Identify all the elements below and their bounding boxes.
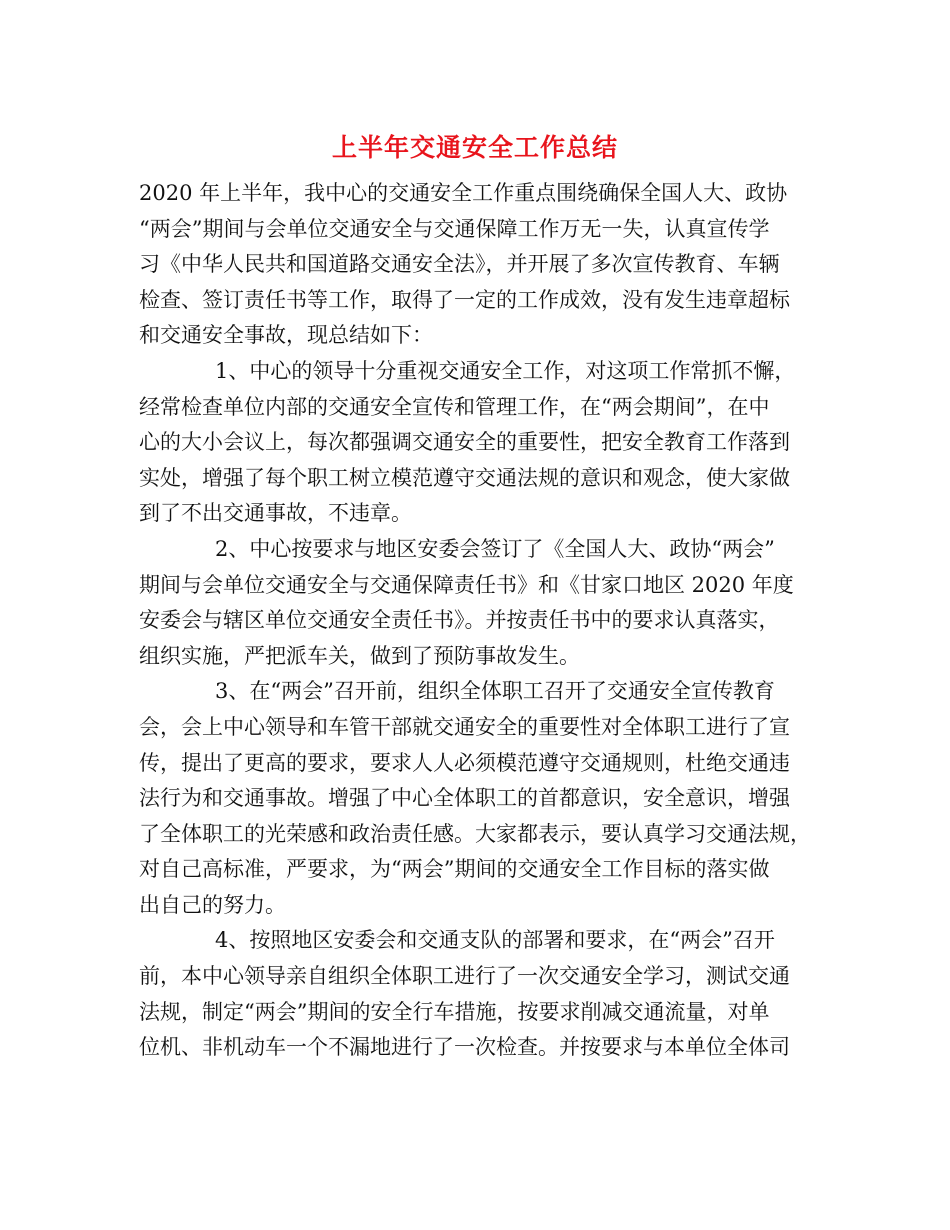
paragraph-line: 心的大小会议上，每次都强调交通安全的重要性，把安全教育工作落到 [139,430,790,455]
paragraph-line: 检查、签订责任书等工作，取得了一定的工作成效，没有发生违章超标 [139,287,790,312]
paragraph-line: 到了不出交通事故，不违章。 [139,501,412,526]
paragraph-line: 法规，制定“两会”期间的安全行车措施，按要求削减交通流量，对单 [139,999,770,1024]
paragraph-2 [139,354,824,532]
document-body [139,176,824,1066]
paragraph-line: 传，提出了更高的要求，要求人人必须模范遵守交通规则，杜绝交通违 [139,750,790,775]
paragraph-line: 3、在“两会”召开前，组织全体职工召开了交通安全宣传教育 [215,679,775,704]
paragraph-line: 和交通安全事故，现总结如下： [139,323,433,348]
paragraph-5 [139,923,824,1065]
paragraph-line: 1、中心的领导十分重视交通安全工作，对这项工作常抓不懈， [215,358,796,383]
paragraph-line: 了全体职工的光荣感和政治责任感。大家都表示，要认真学习交通法规， [139,821,811,846]
paragraph-line: 会，会上中心领导和车管干部就交通安全的重要性对全体职工进行了宣 [139,714,790,739]
paragraph-line: “两会”期间与会单位交通安全与交通保障工作万无一失，认真宣传学 [139,216,770,241]
paragraph-line: 习《中华人民共和国道路交通安全法》，并开展了多次宣传教育、车辆 [139,252,780,277]
paragraph-3 [139,532,824,674]
paragraph-line: 2、中心按要求与地区安委会签订了《全国人大、政协“两会” [215,536,775,561]
paragraph-line: 实处，增强了每个职工树立模范遵守交通法规的意识和观念，使大家做 [139,465,790,490]
paragraph-line: 出自己的努力。 [139,892,286,917]
document-title: 上半年交通安全工作总结 [331,133,618,162]
paragraph-4 [139,674,824,923]
paragraph-line: 4、按照地区安委会和交通支队的部署和要求，在“两会”召开 [215,928,775,953]
paragraph-line: 安委会与辖区单位交通安全责任书》。并按责任书中的要求认真落实， [139,608,780,633]
paragraph-line: 期间与会单位交通安全与交通保障责任书》和《甘家口地区 2020 年度 [139,572,794,597]
paragraph-line: 经常检查单位内部的交通安全宣传和管理工作，在“两会期间”，在中 [139,394,770,419]
paragraph-line: 法行为和交通事故。增强了中心全体职工的首都意识，安全意识，增强 [139,786,790,811]
paragraph-line: 对自己高标准，严要求，为“两会”期间的交通安全工作目标的落实做 [139,857,770,882]
paragraph-1 [139,176,824,354]
paragraph-line: 组织实施，严把派车关，做到了预防事故发生。 [139,643,580,668]
paragraph-line: 前，本中心领导亲自组织全体职工进行了一次交通安全学习，测试交通 [139,964,790,989]
paragraph-line: 2020 年上半年，我中心的交通安全工作重点围绕确保全国人大、政协 [139,181,788,205]
paragraph-line: 位机、非机动车一个不漏地进行了一次检查。并按要求与本单位全体司 [139,1035,790,1060]
